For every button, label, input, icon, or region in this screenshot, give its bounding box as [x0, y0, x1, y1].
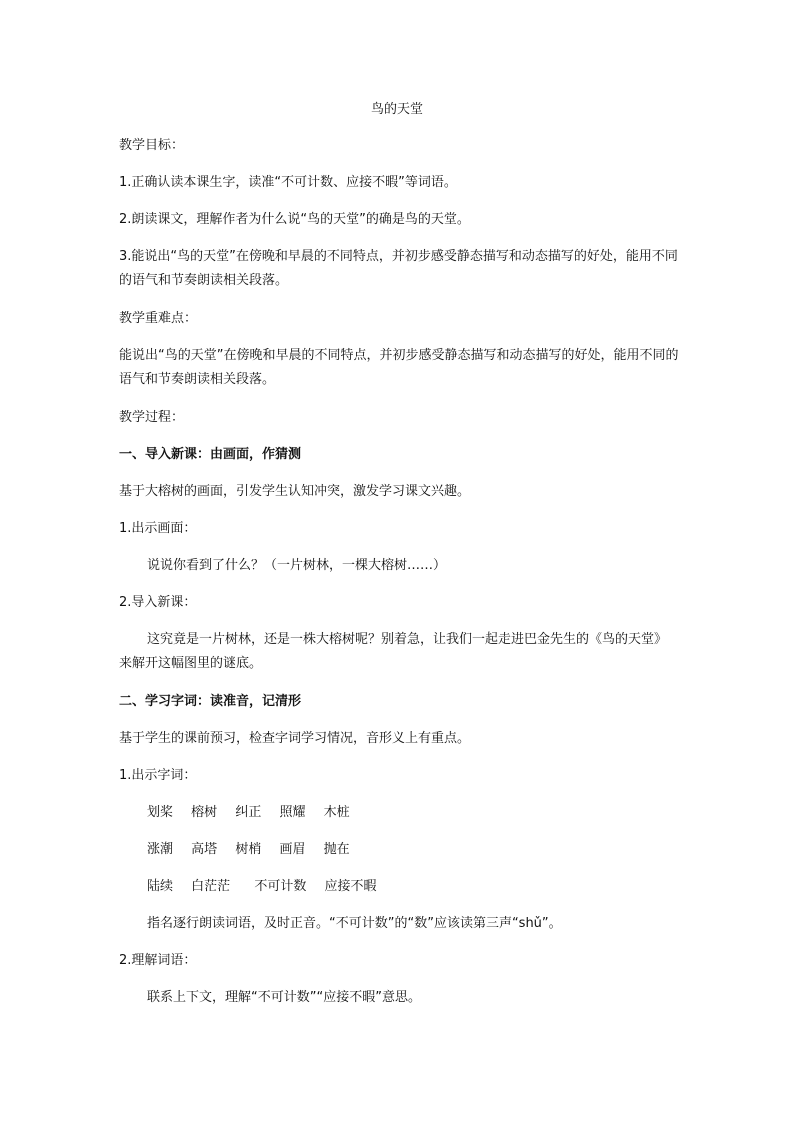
word-item: 抛在 [323, 842, 350, 857]
word-item: 木桩 [323, 805, 350, 820]
word-item: 陆续 [147, 879, 174, 894]
goal-item-3: 3.能说出“鸟的天堂”在傍晚和早晨的不同特点，并初步感受静态描写和动态描写的好处，能用不同的语气和节奏朗读相关段落。 [119, 249, 678, 288]
goal-item-1: 1.正确认读本课生字，读准“不可计数、应接不暇”等词语。 [119, 175, 457, 190]
word-item: 高塔 [191, 842, 218, 857]
section-1-step-1-label: 1.出示画面： [119, 521, 197, 536]
word-item: 树梢 [235, 842, 262, 857]
word-item: 应接不暇 [324, 879, 377, 894]
key-points-heading: 教学重难点： [119, 311, 198, 326]
section-1-step-1-text: 说说你看到了什么？（一片树林，一棵大榕树……） [147, 558, 447, 573]
document-title: 鸟的天堂 [370, 102, 423, 117]
word-row-2 [147, 838, 679, 862]
word-item: 涨潮 [147, 842, 174, 857]
word-row-3 [147, 875, 679, 899]
word-item: 纠正 [235, 805, 262, 820]
word-item: 不可计数 [254, 879, 307, 894]
section-1-intro: 基于大榕树的画面，引发学生认知冲突，激发学习课文兴趣。 [119, 484, 471, 499]
section-2-step-1-text: 指名逐行朗读词语，及时正音。“不可计数”的“数”应该读第三声“shǔ”。 [147, 916, 562, 931]
key-points-text: 能说出“鸟的天堂”在傍晚和早晨的不同特点，并初步感受静态描写和动态描写的好处，能用不同的语气和节奏朗读相关段落。 [119, 348, 679, 387]
section-2-heading: 二、学习字词：读准音，记清形 [119, 694, 302, 709]
word-item: 白茫茫 [191, 879, 231, 894]
section-2-step-2-text: 联系上下文，理解“不可计数”“应接不暇”意思。 [147, 990, 421, 1005]
section-2-step-1-label: 1.出示字词： [119, 768, 197, 783]
word-row-1 [147, 801, 679, 825]
section-2-intro: 基于学生的课前预习，检查字词学习情况，音形义上有重点。 [119, 731, 471, 746]
word-item: 照耀 [279, 805, 306, 820]
word-item: 榕树 [191, 805, 218, 820]
section-1-step-2-text: 这究竟是一片树林，还是一株大榕树呢？别着急，让我们一起走进巴金先生的《鸟的天堂》来解开这幅图里的谜底。 [119, 632, 668, 671]
word-item: 划桨 [147, 805, 174, 820]
section-1-heading: 一、导入新课：由画面，作猜测 [119, 447, 302, 462]
process-heading: 教学过程： [119, 410, 185, 425]
word-item: 画眉 [279, 842, 306, 857]
goal-item-2: 2.朗读课文，理解作者为什么说“鸟的天堂”的确是鸟的天堂。 [119, 212, 470, 227]
section-1-step-2-label: 2.导入新课： [119, 595, 197, 610]
goals-heading: 教学目标： [119, 138, 185, 153]
section-2-step-2-label: 2.理解词语： [119, 953, 197, 968]
